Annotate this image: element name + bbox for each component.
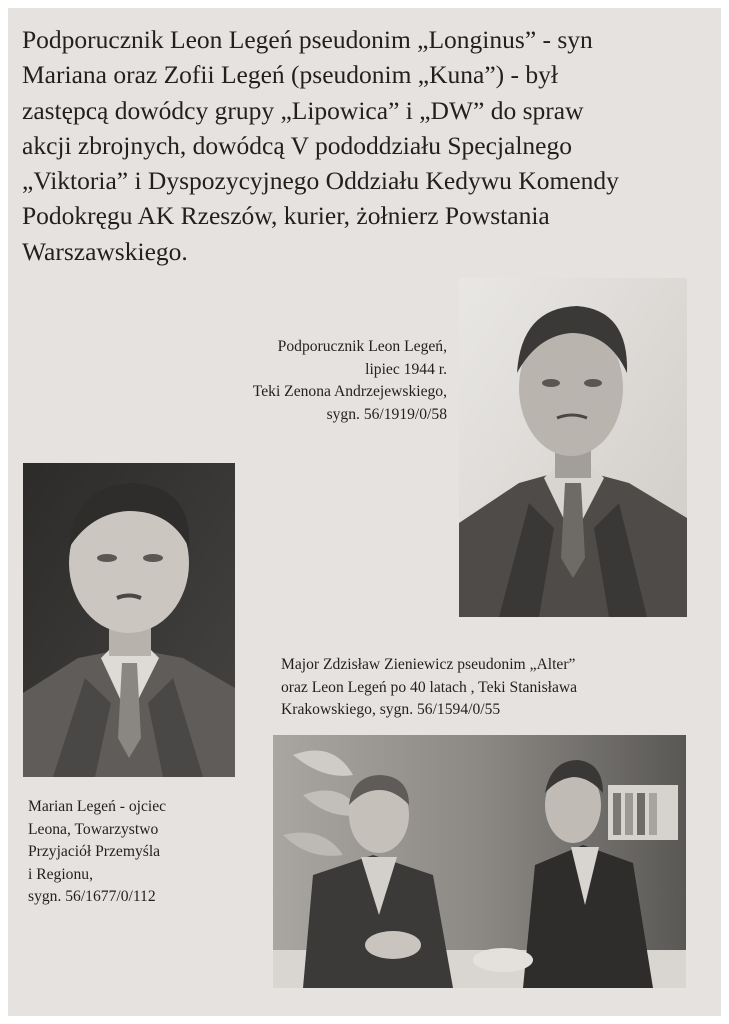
caption-meeting xyxy=(281,654,577,722)
intro-line: akcji zbrojnych, dowódcą V pododdziału Specjalnego xyxy=(22,130,572,160)
photo-marian-legen xyxy=(23,463,235,777)
caption-line: Major Zdzisław Zieniewicz pseudonim „Alter” xyxy=(281,656,576,673)
caption-leon xyxy=(253,336,447,426)
intro-line: Podokręgu AK Rzeszów, kurier, żołnierz Powstania xyxy=(22,201,550,231)
caption-line: Przyjaciół Przemyśla xyxy=(28,843,161,860)
caption-line: Leona, Towarzystwo xyxy=(28,820,159,838)
caption-line: lipiec 1944 r. xyxy=(365,360,447,378)
caption-line: sygn. 56/1677/0/112 xyxy=(28,888,156,905)
caption-line: i Regionu, xyxy=(28,865,93,883)
photo-leon-legen xyxy=(459,278,687,617)
caption-line: oraz Leon Legeń po 40 latach , Teki Stanisława xyxy=(281,678,578,696)
intro-line: zastępcą dowódcy grupy „Lipowica” i „DW” do spraw xyxy=(22,95,584,125)
intro-line: Podporucznik Leon Legeń pseudonim „Longinus” - syn xyxy=(22,25,593,54)
caption-marian xyxy=(28,796,166,909)
intro-text xyxy=(22,22,712,269)
intro-line: „Viktoria” i Dyspozycyjnego Oddziału Kedywu Komendy xyxy=(22,166,619,196)
intro-line: Mariana oraz Zofii Legeń (pseudonim „Kuna”) - był xyxy=(22,60,558,90)
caption-line: sygn. 56/1919/0/58 xyxy=(326,405,447,423)
caption-line: Podporucznik Leon Legeń, xyxy=(277,338,447,355)
photo-zieniewicz-and-legen xyxy=(273,735,686,988)
caption-line: Marian Legeń - ojciec xyxy=(28,798,167,815)
caption-line: Krakowskiego, sygn. 56/1594/0/55 xyxy=(281,701,501,718)
intro-line: Warszawskiego. xyxy=(22,236,188,266)
caption-line: Teki Zenona Andrzejewskiego, xyxy=(252,383,447,400)
